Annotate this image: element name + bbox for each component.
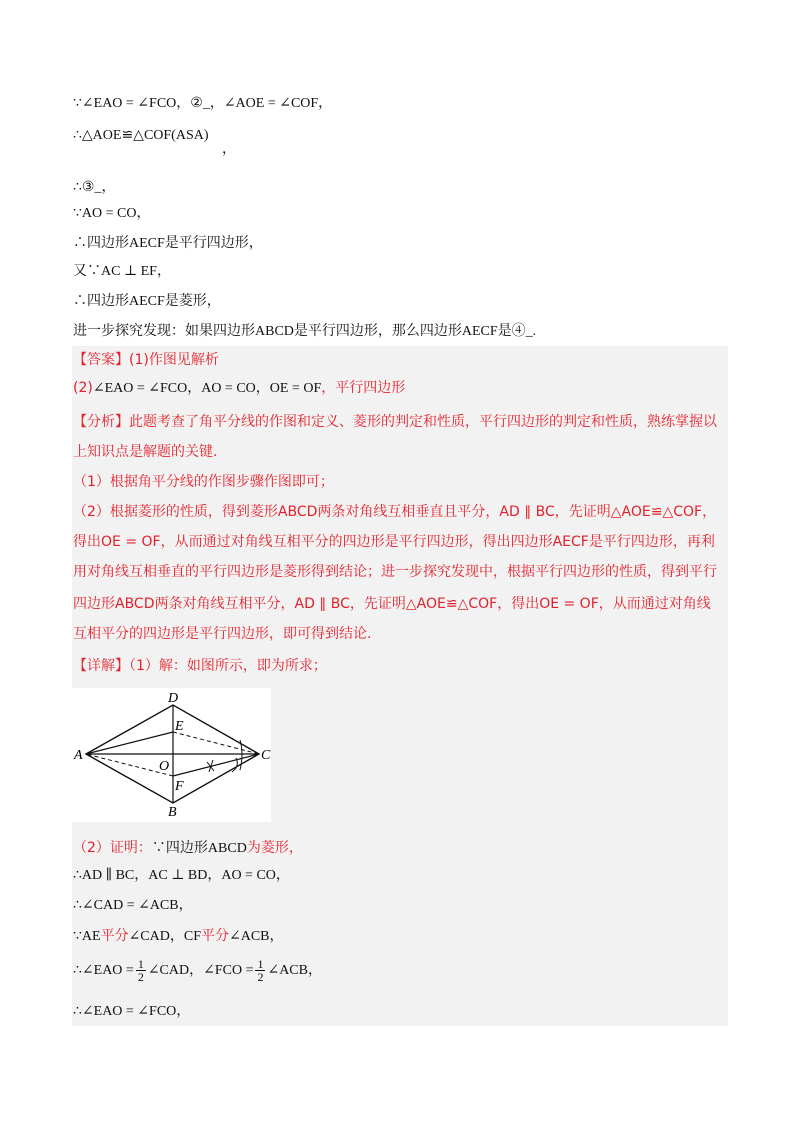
- proof-line-2: ∴△AOE≌△COF(ASA): [73, 128, 209, 143]
- proof-line-3: ∴③_，: [73, 180, 116, 195]
- proof-acb-2: ∠ACB，: [267, 963, 322, 978]
- label-c: C: [261, 748, 271, 763]
- proof-line-6: 又∵AC ⊥ EF，: [73, 264, 171, 279]
- label-d: D: [168, 691, 179, 706]
- detail-proof-line-1: [73, 838, 303, 859]
- answer-tag: 【答案】: [73, 352, 129, 368]
- analysis-line-4: （2）根据菱形的性质，得到菱形ABCD两条对角线互相垂直且平分，AD ∥ BC，先证明△AOE≌△COF，: [73, 504, 717, 520]
- answer-line-1: [73, 350, 219, 370]
- proof-bisect-1: 平分: [100, 928, 129, 944]
- proof-line-1: ∵∠EAO = ∠FCO，②_，∠AOE = ∠COF，: [73, 96, 333, 111]
- analysis-line-8: 互相平分的四边形是平行四边形，即可得到结论.: [73, 626, 372, 642]
- proof-given: ∵四边形ABCD: [151, 841, 247, 856]
- answer-part-1: (1)作图见解析: [129, 352, 219, 368]
- analysis-line-1: [73, 412, 717, 432]
- proof-cad-fco: ∠CAD，∠FCO =: [147, 963, 254, 978]
- detail-proof-line-5: [73, 958, 322, 984]
- proof-line-4: ∵AO = CO，: [73, 206, 151, 221]
- detail-tag: 【详解】: [73, 658, 129, 674]
- label-f: F: [175, 779, 184, 794]
- proof-line-8: 进一步探究发现：如果四边形ABCD是平行四边形，那么四边形AECF是④_.: [73, 324, 537, 339]
- answer-line-2: [73, 378, 405, 399]
- detail-proof-line-3: ∴∠CAD = ∠ACB，: [73, 898, 193, 913]
- label-o: O: [159, 759, 170, 774]
- proof-line-7: ∴四边形AECF是菱形，: [73, 294, 221, 309]
- answer-part-2-math: ∠EAO = ∠FCO，AO = CO，OE = OF: [92, 381, 322, 396]
- analysis-line-5: 得出OE = OF，从而通过对角线互相平分的四边形是平行四边形，得出四边形AECF是平行四边形，再利: [73, 534, 715, 550]
- label-e: E: [175, 719, 184, 734]
- proof-eao-eq: ∴∠EAO =: [73, 963, 134, 978]
- analysis-line-2: 上知识点是解题的关键.: [73, 444, 218, 460]
- proof-line-2-comma: ，: [222, 142, 236, 157]
- fraction-half-2: $\frac{1}{2}$: [257, 957, 264, 985]
- proof-bisect-2: 平分: [201, 928, 229, 944]
- rhombus-construction-figure: [72, 688, 271, 822]
- analysis-line-6: 用对角线互相垂直的平行四边形是菱形得到结论；进一步探究发现中，根据平行四边形的性质，得到平行: [73, 564, 717, 580]
- proof-intro: （2）证明：: [73, 840, 152, 856]
- proof-acb: ∠ACB，: [229, 929, 284, 944]
- detail-proof-line-6: ∴∠EAO = ∠FCO，: [73, 1004, 191, 1019]
- detail-proof-line-4: [73, 926, 284, 947]
- proof-ae: ∵AE: [73, 929, 101, 944]
- label-a: A: [74, 748, 83, 763]
- analysis-line-7: 四边形ABCD两条对角线互相平分，AD ∥ BC，先证明△AOE≌△COF，得出OE = OF，从而通过对角线: [73, 596, 711, 612]
- fraction-half-1: $\frac{1}{2}$: [137, 957, 144, 985]
- analysis-tag: 【分析】: [73, 414, 129, 430]
- answer-part-2-prefix: (2): [73, 380, 93, 396]
- analysis-p1: 此题考查了角平分线的作图和定义、菱形的判定和性质，平行四边形的判定和性质，熟练掌握以: [129, 414, 717, 430]
- detail-line-1: [73, 656, 327, 676]
- detail-d1: （1）解：如图所示，即为所求；: [129, 658, 327, 674]
- proof-line-5: ∴四边形AECF是平行四边形，: [73, 236, 263, 251]
- proof-cad-cf: ∠CAD，CF: [128, 929, 201, 944]
- detail-proof-line-2: ∴AD ∥ BC，AC ⊥ BD，AO = CO，: [73, 868, 290, 883]
- label-b: B: [168, 805, 177, 820]
- analysis-line-3: （1）根据角平分线的作图步骤作图即可；: [73, 474, 334, 490]
- answer-part-2-suffix: ，平行四边形: [321, 380, 406, 396]
- proof-given-tail: 为菱形，: [246, 840, 303, 856]
